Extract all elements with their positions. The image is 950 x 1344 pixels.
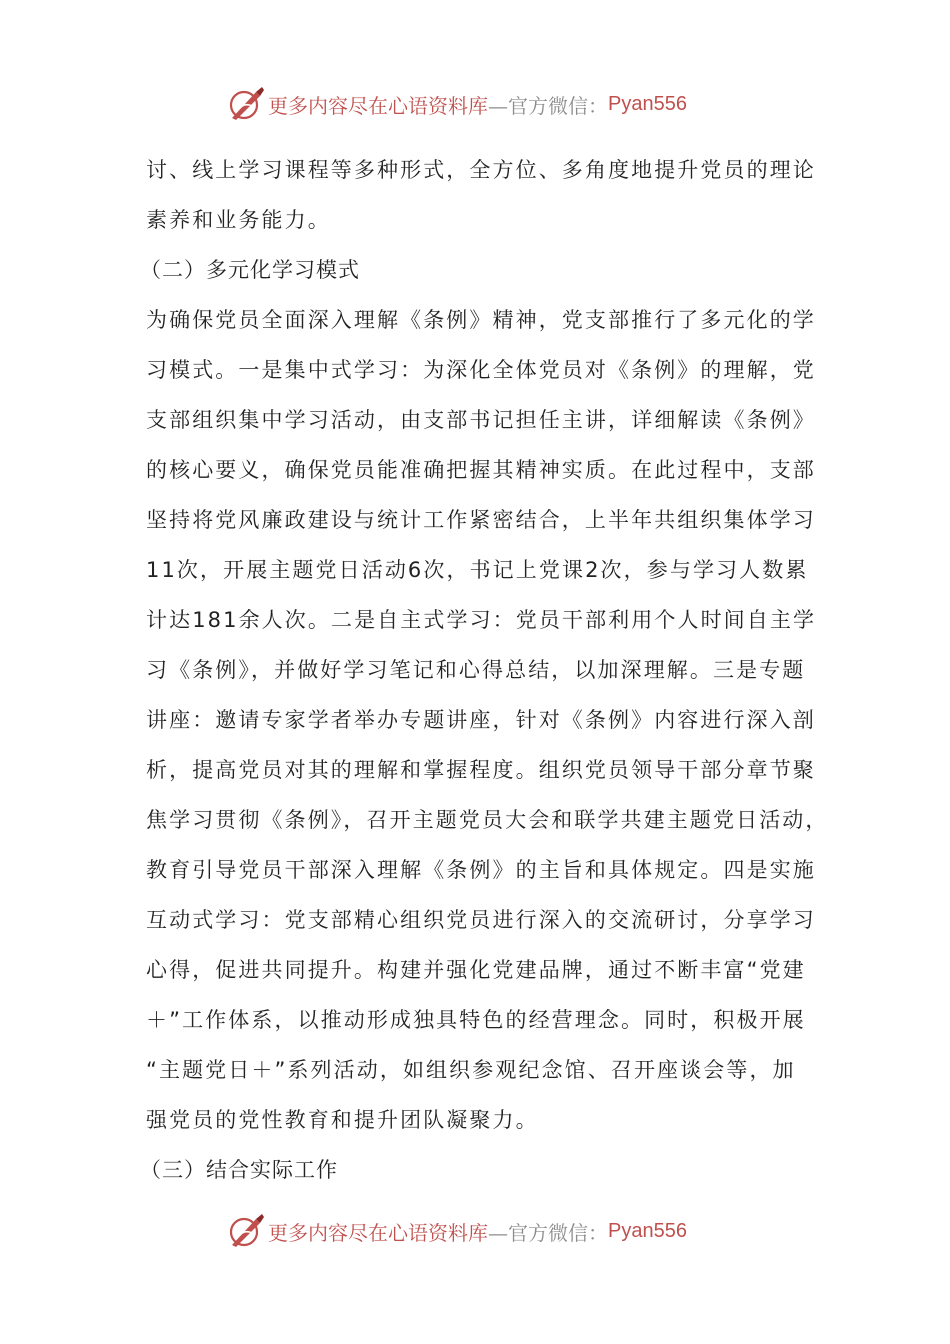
body-line: 互动式学习：党支部精心组织党员进行深入的交流研讨，分享学习: [146, 908, 816, 932]
body-line: 11次，开展主题党日活动6次，书记上党课2次，参与学习人数累: [146, 558, 809, 582]
body-line: 心得，促进共同提升。构建并强化党建品牌，通过不断丰富“党建: [146, 958, 806, 982]
body-line: 讨、线上学习课程等多种形式，全方位、多角度地提升党员的理论: [146, 158, 816, 182]
body-line: 强党员的党性教育和提升团队凝聚力。: [146, 1108, 539, 1132]
body-line: 计达181余人次。二是自主式学习：党员干部利用个人时间自主学: [146, 608, 817, 632]
body-line: 析，提高党员对其的理解和掌握程度。组织党员领导干部分章节聚: [146, 758, 816, 782]
section-heading: （二）多元化学习模式: [140, 258, 360, 282]
banner-sub-text: —官方微信：: [488, 93, 608, 118]
body-line: ＋”工作体系，以推动形成独具特色的经营理念。同时，积极开展: [146, 1008, 806, 1032]
body-line: 焦学习贯彻《条例》，召开主题党员大会和联学共建主题党日活动，: [146, 808, 829, 832]
body-line: 习《条例》，并做好学习笔记和心得总结，以加深理解。三是专题: [146, 658, 806, 682]
pen-logo-icon: [226, 1211, 266, 1251]
body-line: “主题党日＋”系列活动，如组织参观纪念馆、召开座谈会等，加: [146, 1058, 796, 1082]
body-line: 支部组织集中学习活动，由支部书记担任主讲，详细解读《条例》: [146, 408, 816, 432]
section-heading: （三）结合实际工作: [140, 1158, 338, 1182]
banner-wechat-id: Pyan556: [608, 1219, 687, 1242]
footer-banner: [226, 1209, 687, 1253]
body-line: 教育引导党员干部深入理解《条例》的主旨和具体规定。四是实施: [146, 858, 816, 882]
body-line: 讲座：邀请专家学者举办专题讲座，针对《条例》内容进行深入剖: [146, 708, 816, 732]
pen-logo-icon: [226, 84, 266, 124]
body-line: 为确保党员全面深入理解《条例》精神，党支部推行了多元化的学: [146, 308, 816, 332]
body-line: 的核心要义，确保党员能准确把握其精神实质。在此过程中，支部: [146, 458, 816, 482]
banner-main-text: 更多内容尽在心语资料库: [268, 1220, 488, 1245]
banner-main-text: 更多内容尽在心语资料库: [268, 93, 488, 118]
document-body: [140, 145, 829, 1195]
banner-wechat-id: Pyan556: [608, 92, 687, 115]
body-line: 习模式。一是集中式学习：为深化全体党员对《条例》的理解，党: [146, 358, 816, 382]
body-line: 素养和业务能力。: [146, 208, 331, 232]
header-banner: [226, 82, 687, 126]
banner-sub-text: —官方微信：: [488, 1220, 608, 1245]
body-line: 坚持将党风廉政建设与统计工作紧密结合，上半年共组织集体学习: [146, 508, 816, 532]
